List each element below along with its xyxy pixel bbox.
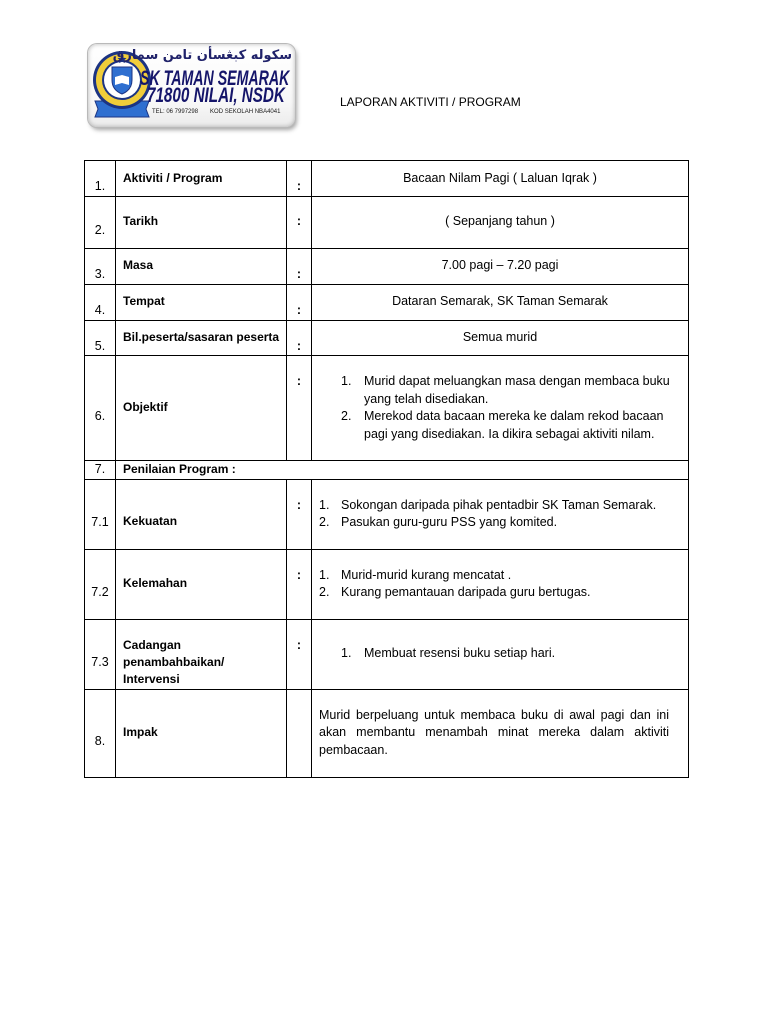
row-label: Objektif — [116, 356, 287, 461]
impact-paragraph: Murid berpeluang untuk membaca buku di awal pagi dan ini akan membantu menambah minat mereka dalam aktiviti pembacaan. — [319, 707, 669, 757]
row-venue — [85, 284, 689, 320]
logo-jawi-lettering: سکوله کبڠسأن تامن سمارق — [112, 48, 292, 63]
row-label: Penilaian Program : — [116, 461, 689, 480]
logo-contact-line — [152, 108, 280, 116]
row-label: Cadangan penambahbaikan/ Intervensi — [116, 619, 287, 689]
list-item — [312, 408, 679, 443]
row-number: 6. — [85, 356, 116, 461]
row-number: 7. — [85, 461, 116, 480]
list-item — [312, 497, 681, 515]
row-label: Impak — [116, 689, 287, 777]
logo-school-name: SK TAMAN SEMARAK — [140, 67, 290, 90]
row-label: Tempat — [116, 284, 287, 320]
row-date — [85, 196, 689, 248]
row-colon: : — [287, 479, 312, 549]
row-improvements — [85, 619, 689, 689]
list-item-number: 2. — [319, 585, 330, 599]
list-item — [312, 584, 681, 602]
row-label: Kelemahan — [116, 549, 287, 619]
row-colon: : — [287, 356, 312, 461]
logo-address: 71800 NILAI, NSDK — [147, 84, 285, 107]
row-activity — [85, 161, 689, 197]
list-item — [312, 645, 679, 663]
list-item-number: 1. — [341, 374, 352, 388]
improvements-list — [312, 619, 689, 689]
row-content: 7.00 pagi – 7.20 pagi — [312, 248, 689, 284]
row-colon: : — [287, 196, 312, 248]
row-colon: : — [287, 320, 312, 356]
list-item — [312, 373, 679, 408]
row-participants — [85, 320, 689, 356]
row-label: Tarikh — [116, 196, 287, 248]
logo-telephone: TEL: 06 7997298 — [152, 109, 199, 115]
report-title: LAPORAN AKTIVITI / PROGRAM — [340, 95, 521, 109]
row-colon: : — [287, 549, 312, 619]
row-number: 7.1 — [85, 479, 116, 549]
row-label: Aktiviti / Program — [116, 161, 287, 197]
row-content — [312, 689, 689, 777]
strengths-list — [312, 479, 689, 549]
row-content: ( Sepanjang tahun ) — [312, 196, 689, 248]
row-colon-empty — [287, 689, 312, 777]
list-item — [312, 514, 681, 532]
row-content: Semua murid — [312, 320, 689, 356]
list-item-text: Sokongan daripada pihak pentadbir SK Taman Semarak. — [341, 497, 657, 512]
school-logo — [88, 44, 295, 127]
row-label: Masa — [116, 248, 287, 284]
list-item-number: 2. — [341, 409, 352, 423]
report-table — [84, 160, 689, 778]
list-item-text: Murid dapat meluangkan masa dengan membaca buku yang telah disediakan. — [364, 374, 670, 406]
row-number: 7.3 — [85, 619, 116, 689]
logo-school-code: KOD SEKOLAH NBA4041 — [210, 109, 281, 115]
row-evaluation-heading — [85, 461, 689, 480]
row-colon: : — [287, 284, 312, 320]
row-colon: : — [287, 161, 312, 197]
row-number: 2. — [85, 196, 116, 248]
row-colon: : — [287, 248, 312, 284]
objectives-list — [312, 356, 689, 461]
row-number: 7.2 — [85, 549, 116, 619]
row-content: Bacaan Nilam Pagi ( Laluan Iqrak ) — [312, 161, 689, 197]
list-item-text: Merekod data bacaan mereka ke dalam rekod bacaan pagi yang disediakan. Ia dikira sebagai aktiviti nilam. — [364, 409, 664, 441]
row-strengths — [85, 479, 689, 549]
row-number: 8. — [85, 689, 116, 777]
list-item-text: Murid-murid kurang mencatat . — [341, 567, 512, 582]
list-item-number: 1. — [341, 646, 352, 661]
list-item-text: Kurang pemantauan daripada guru bertugas. — [341, 585, 591, 599]
row-colon: : — [287, 619, 312, 689]
row-label: Kekuatan — [116, 479, 287, 549]
weaknesses-list — [312, 549, 689, 619]
row-label: Bil.peserta/sasaran peserta — [116, 320, 287, 356]
list-item — [312, 567, 681, 585]
list-item-number: 1. — [319, 567, 330, 582]
row-impact — [85, 689, 689, 777]
row-number: 1. — [85, 161, 116, 197]
row-number: 4. — [85, 284, 116, 320]
list-item-text: Pasukan guru-guru PSS yang komited. — [341, 515, 558, 529]
row-objectives — [85, 356, 689, 461]
row-number: 3. — [85, 248, 116, 284]
row-time — [85, 248, 689, 284]
row-content: Dataran Semarak, SK Taman Semarak — [312, 284, 689, 320]
row-weaknesses — [85, 549, 689, 619]
row-number: 5. — [85, 320, 116, 356]
list-item-text: Membuat resensi buku setiap hari. — [364, 646, 556, 661]
list-item-number: 2. — [319, 515, 330, 529]
list-item-number: 1. — [319, 497, 330, 512]
